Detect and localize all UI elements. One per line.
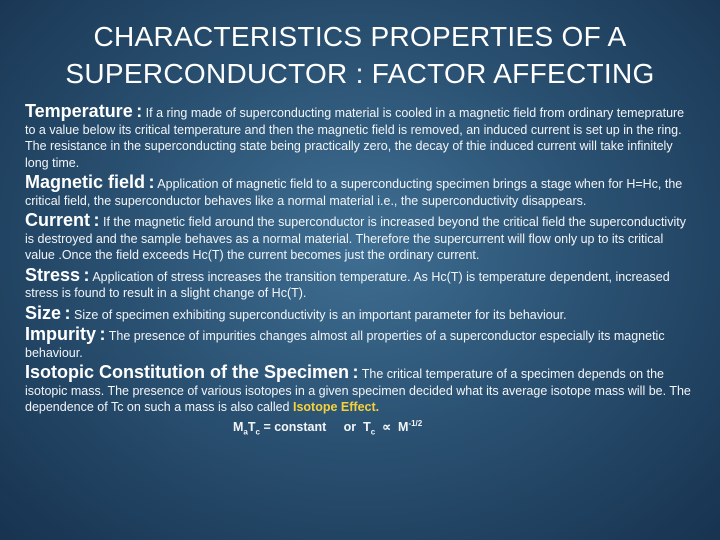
heading-separator: :	[64, 302, 71, 323]
heading-separator: :	[136, 101, 143, 121]
section-heading: Current	[25, 210, 91, 230]
formula-exponent: -1/2	[408, 418, 423, 428]
heading-separator: :	[83, 264, 90, 285]
heading-separator: :	[352, 362, 359, 382]
section-stress	[25, 264, 695, 302]
section-isotopic-constitution	[25, 364, 695, 416]
formula-c-subscript: c	[255, 427, 260, 437]
section-heading: Isotopic Constitution of the Specimen	[25, 362, 349, 382]
section-magnetic-field	[25, 174, 695, 209]
title-line-2: SUPERCONDUCTOR : FACTOR AFFECTING	[65, 58, 655, 89]
formula-m: M	[233, 419, 244, 434]
formula-t: T	[247, 419, 256, 434]
section-heading: Temperature	[25, 101, 133, 121]
section-heading: Impurity	[25, 324, 97, 344]
formula-c-subscript-2: c	[370, 427, 376, 437]
section-temperature	[25, 103, 695, 171]
section-size	[25, 302, 695, 324]
section-current	[25, 212, 695, 264]
isotope-effect-highlight: Isotope Effect.	[293, 400, 380, 414]
heading-separator: :	[148, 172, 155, 192]
section-heading: Magnetic field	[25, 172, 146, 192]
section-impurity	[25, 326, 695, 361]
isotope-effect-formula	[233, 419, 695, 437]
section-text: If the magnetic field around the superconductor is increased beyond the critical field the superconductivity is destroyed and the sample behaves as a normal material. Therefore the supercurrent will flow only up to its critical value .Once the field exceeds Hc(T) the current becomes just the ordinary current.	[25, 215, 686, 262]
content-body	[25, 103, 695, 436]
formula-proportional-m: ∝ M	[375, 419, 409, 434]
section-text: Application of stress increases the transition temperature. As Hc(T) is temperature dependent, increased stress is found to result in a slight change of Hc(T).	[25, 269, 670, 300]
section-heading: Stress	[25, 264, 81, 285]
formula-constant-or-t: = constant or T	[259, 419, 371, 434]
section-text: If a ring made of superconducting material is cooled in a magnetic field from ordinary temeprature to a value below its critical temperature and then the magnetic field is removed, an induced current is set up in the ring. The resistance in the superconducting state being practically zero, the decay of thie induced current will take infinitely long time.	[25, 106, 685, 170]
heading-separator: :	[93, 210, 100, 230]
title-line-1: CHARACTERISTICS PROPERTIES OF A	[93, 21, 627, 52]
section-text: The critical temperature of a specimen depends on the isotopic mass. The presence of various isotopes in a given specimen decided what its average isotope mass will be. The dependence of Tc on such a mass is also called	[25, 367, 691, 414]
section-text: Size of specimen exhibiting superconductivity is an important parameter for its behaviour.	[74, 307, 567, 322]
section-text: The presence of impurities changes almost all properties of a superconductor especially its magnetic behaviour.	[25, 329, 665, 360]
slide-title	[0, 18, 720, 92]
heading-separator: :	[99, 324, 106, 344]
section-heading: Size	[25, 302, 62, 323]
formula-a-subscript: a	[243, 427, 248, 437]
section-text: Application of magnetic field to a superconducting specimen brings a stage when for H=Hc, the critical field, the superconductor behaves like a normal material i.e., the superconductivity disappears.	[25, 177, 683, 208]
